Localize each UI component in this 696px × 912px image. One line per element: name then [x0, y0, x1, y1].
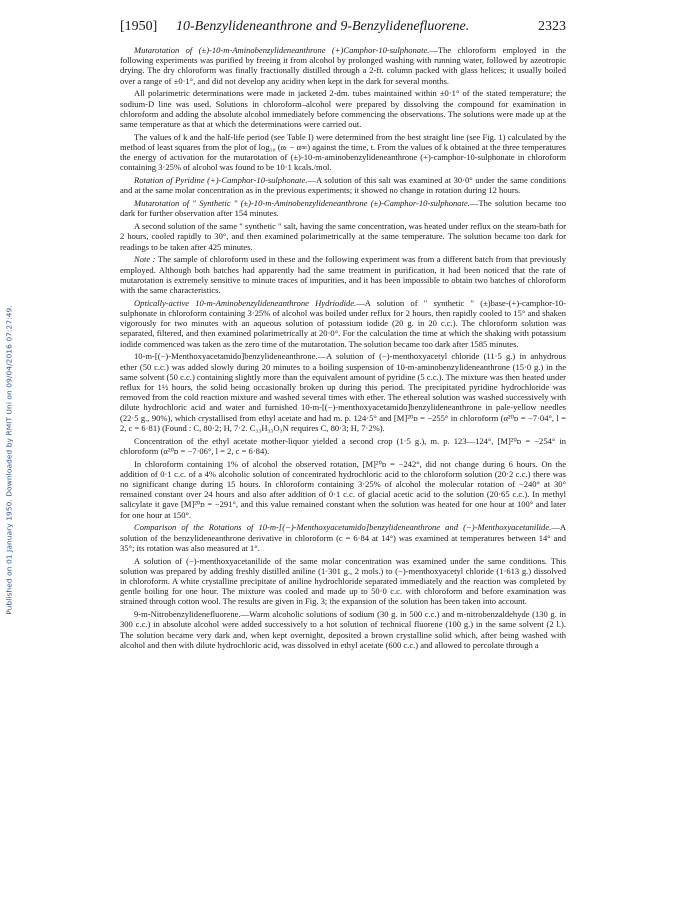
- download-watermark-text[interactable]: Published on 01 January 1950. Downloaded by RMIT Uni on 09/04/2016 07:27:49.: [4, 305, 14, 615]
- paragraph-text: —A solution of " synthetic " (±)base-(+)-camphor-10-sulphonate in chloroform containing 3·25% of alcohol was boiled under reflux for 2 hours, then rapidly cooled to 15° and shaken vigorously for two minutes with an aqueous solution of potassium iodide (20 g. in 20 c.c.). The chloroform solution was separated, filtered, and then examined polarimetrically at 20·0°. For the calculation the time at which the shaking with potassium iodide commenced was taken as the zero time of the mutarotation. The solution became too dark after 1585 minutes.: [120, 297, 567, 349]
- paragraph-text: In chloroform containing 1% of alcohol the observed rotation, [M]²⁰ᴅ = −242°, did not change during 6 hours. On the addition of 0·1 c.c. of a 4% alcoholic solution of concentrated hydrochloric acid to the chloroform solution (20·2 c.c.) there was no significant change during 15 hours. In chloroform containing 3·25% of alcohol the molecular rotation of −240° at 30° remained constant over 24 hours and also after addition of 0·1 c.c. of glacial acetic acid to the solution (20·65 c.c.). In methyl salicylate it gave [M]²⁰ᴅ = −291°, and this value remained constant when the solution was heated for one hour at 100° and later for one hour at 150°.: [120, 458, 566, 520]
- paragraph-text: The values of k and the half-life period (see Table I) were determined from the best straight line (see Fig. 1) calculated by the method of least squares from the plot of log₁₀ (αₜ − α∞) against the time, t. From the values of k obtained at the three temperatures the energy of activation for the mutarotation of (±)-10-m-aminobenzylideneanthrone (+)-camphor-10-sulphonate in chloroform containing 3·25% of alcohol was found to be 10·1 kcals./mol.: [120, 131, 566, 173]
- paragraph: [120, 522, 566, 553]
- paragraph-lead: Mutarotation of " Synthetic " (±)-10-m-Aminobenzylideneanthrone (±)-Camphor-10-sulphonate.: [134, 198, 470, 209]
- paragraph: [120, 198, 566, 218]
- paragraph: [120, 132, 566, 173]
- paragraph: [120, 88, 566, 129]
- paragraph-text: A second solution of the same " synthetic " salt, having the same concentration, was heated under reflux on the steam-bath for 2 hours, cooled rapidly to 30°, and then examined polarimetrically at the same temperature. The solution became too dark for readings to be taken after 425 minutes.: [120, 221, 566, 252]
- paragraph: [120, 298, 566, 349]
- paragraph-text: The sample of chloroform used in these and the following experiment was from a different batch from that previously employed. Although both batches had apparently had the same treatment in purification, it had been noticed that the rate of mutarotation is extremely sensitive to minute traces of impurities, and it has been impossible to obtain two batches of chloroform with the same characteristics.: [120, 254, 566, 296]
- paragraph-text: 9-m-Nitrobenzylidenefluorene.—Warm alcoholic solutions of sodium (30 g. in 500 c.c.) and m-nitrobenzaldehyde (130 g. in 300 c.c.) in absolute alcohol were added successively to a hot solution of technical fluorene (100 g.) in the same solvent (2 l.). The solution became very dark and, when kept overnight, deposited a brown crystalline solid which, after being washed with alcohol and then with dilute hydrochloric acid, was dissolved in ethyl acetate (600 c.c.) and allowed to percolate through a: [120, 609, 566, 650]
- paragraph-text: —A solution of this salt was examined at 30·0° under the same conditions and at the same molar concentration as in the previous experiments; it showed no change in rotation during 12 hours.: [120, 175, 566, 196]
- paragraph: [120, 436, 566, 456]
- paragraph-text: A solution of (−)-menthoxyacetanilide of the same molar concentration was examined under the same conditions. This solution was prepared by adding freshly distilled aniline (1·301 g., 2 mols.) to (−)-menthoxyacetyl chloride (1·613 g.) dissolved in chloroform. A white crystalline precipitate of aniline hydrochloride separated immediately and the reaction was completed by gentle boiling for one hour. The mixture was cooled and made up to 50·0 c.c. with chloroform and before examination was strained through cotton wool. The results are given in Fig. 3; the expansion of the solution has been taken into account.: [120, 555, 566, 607]
- paragraph-lead: Note :: [134, 254, 156, 265]
- header-year: [1950]: [120, 19, 158, 34]
- article-body: [120, 45, 566, 653]
- paragraph: [120, 556, 566, 607]
- running-header: [120, 19, 566, 37]
- paragraph: [120, 254, 566, 295]
- paragraph: [120, 221, 566, 252]
- paragraph: [120, 609, 566, 650]
- paragraph: [120, 45, 566, 86]
- paragraph-text: All polarimetric determinations were made in jacketed 2-dm. tubes maintained within ±0·1° of the stated temperature; the sodium-D line was used. Solutions in chloroform–alcohol were prepared by dissolving the compound for examination in chloroform and adding the absolute alcohol immediately before commencing the observations. The solutions were made up at the same temperature as that at which the determinations were carried out.: [120, 88, 566, 130]
- paragraph-text: —A solution of the benzylideneanthrone derivative in chloroform (c = 6·84 at 14°) was examined at temperatures between 14° and 35°; its rotation was also measured at 1°.: [120, 522, 566, 553]
- paragraph-lead: Comparison of the Rotations of 10-m-[(−)-Menthoxyacetamido]benzylideneanthrone and (−)-Menthoxyacetanilide.: [134, 522, 552, 533]
- paragraph-text: —The solution became too dark for further observation after 154 minutes.: [120, 198, 566, 219]
- paragraph-text: —The chloroform employed in the following experiments was purified by freeing it from alcohol by prolonged washing with running water, followed by azeotropic drying. The dry chloroform was finally fractionally distilled through a 2-ft. column packed with glass helices; it usually boiled over a range of ±0·1°, and did not develop any acidity when kept in the dark for several months.: [120, 45, 567, 86]
- header-page-number: 2323: [538, 19, 566, 34]
- paragraph-lead: Rotation of Pyridine (+)-Camphor-10-sulphonate.: [134, 175, 308, 186]
- paragraph-text: Concentration of the ethyl acetate mother-liquor yielded a second crop (1·5 g.), m. p. 123—124°, [M]²⁰ᴅ = −254° in chloroform (α²⁰ᴅ = −7·06°, l = 2, c = 6·84).: [120, 435, 566, 456]
- paragraph-lead: Mutarotation of (±)-10-m-Aminobenzylideneanthrone (+)Camphor-10-sulphonate.: [134, 45, 430, 55]
- paragraph-text: 10-m-[(−)-Menthoxyacetamido]benzylideneanthrone.—A solution of (−)-menthoxyacetyl chloride (11·5 g.) in anhydrous ether (50 c.c.) was added slowly during 20 minutes to a boiling suspension of 10-m-aminobenzylideneanthrone (15·0 g.) in the same solvent (50 c.c.) containing slightly more than the equivalent amount of pyridine (5 c.c.). The mixture was then heated under reflux for 1½ hours, the solid being occasionally broken up during this period. The precipitated pyridine hydrochloride was removed from the cold reaction mixture and washed several times with ether. The ethereal solution was washed successively with dilute hydrochloric acid and water and furnished 10-m-[(−)-menthoxyacetamido]benzylideneanthrone in pale-yellow needles (22·5 g., 90%), which crystallised from ethyl acetate and had m. p. 124·5° and [M]²⁰ᴅ = −255° in chloroform (α²⁰ᴅ = −7·04°, l = 2, c = 6·81) (Found : C, 80·2; H, 7·2. C₃₃H₃₃O₃N requires C, 80·3; H, 7·2%).: [120, 351, 566, 433]
- paragraph: [120, 351, 566, 433]
- paragraph-lead: Optically-active 10-m-Aminobenzylideneanthrone Hydriodide.: [134, 297, 357, 308]
- download-watermark: [2, 140, 16, 780]
- paragraph: [120, 175, 566, 195]
- header-title: 10-Benzylideneanthrone and 9-Benzylidenefluorene.: [176, 19, 470, 34]
- paragraph: [120, 459, 566, 520]
